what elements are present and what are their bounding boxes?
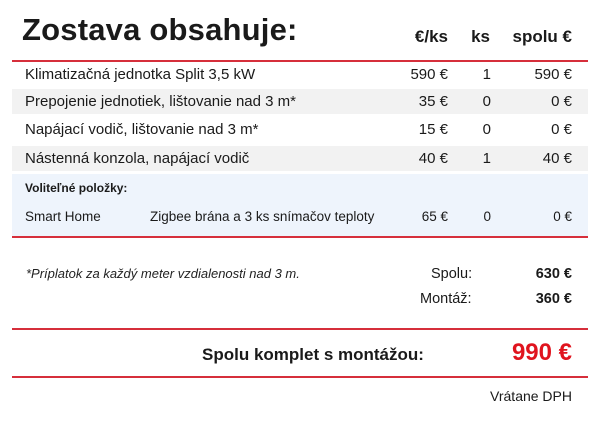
table-row xyxy=(12,117,588,142)
column-header-quantity: ks xyxy=(471,27,490,46)
item-total: 0 € xyxy=(551,121,572,138)
item-quantity: 0 xyxy=(482,121,491,138)
item-name: Klimatizačná jednotka Split 3,5 kW xyxy=(25,66,256,83)
divider-grand-bottom xyxy=(12,376,588,378)
table-row xyxy=(12,62,588,87)
optional-item-description: Zigbee brána a 3 ks snímačov teploty xyxy=(150,209,375,224)
summary-header xyxy=(0,0,600,60)
optional-item-total: 0 € xyxy=(553,209,572,224)
item-unit-price: 15 € xyxy=(418,121,448,138)
divider-grand-top xyxy=(12,328,588,330)
grand-total-value: 990 € xyxy=(511,339,572,366)
page-title: Zostava obsahuje: xyxy=(22,12,298,47)
item-quantity: 1 xyxy=(482,150,491,167)
installation-value: 360 € xyxy=(535,291,572,307)
item-unit-price: 590 € xyxy=(410,66,448,83)
optional-item-quantity: 0 xyxy=(483,209,491,224)
optional-item-name: Smart Home xyxy=(25,209,101,224)
installation-label: Montáž: xyxy=(420,291,472,307)
table-row xyxy=(12,89,588,114)
grand-total-label: Spolu komplet s montážou: xyxy=(202,345,424,364)
table-row xyxy=(12,146,588,171)
optional-items-title: Voliteľné položky: xyxy=(25,181,128,195)
item-quantity: 1 xyxy=(482,66,491,83)
divider-middle xyxy=(12,236,588,238)
column-header-total: spolu € xyxy=(512,27,572,46)
item-total: 40 € xyxy=(542,150,572,167)
column-header-price: €/ks xyxy=(414,27,448,46)
item-total: 590 € xyxy=(534,66,572,83)
surcharge-footnote: *Príplatok za každý meter vzdialenosti nad 3 m. xyxy=(26,266,300,281)
optional-items-section xyxy=(12,174,588,236)
item-unit-price: 35 € xyxy=(418,93,448,110)
item-quantity: 0 xyxy=(482,93,491,110)
item-name: Prepojenie jednotiek, lištovanie nad 3 m* xyxy=(25,93,297,110)
optional-item-unit-price: 65 € xyxy=(421,209,448,224)
item-unit-price: 40 € xyxy=(418,150,448,167)
vat-note: Vrátane DPH xyxy=(490,388,572,404)
subtotal-label: Spolu: xyxy=(431,266,473,282)
item-total: 0 € xyxy=(551,93,572,110)
item-name: Nástenná konzola, napájací vodič xyxy=(25,150,250,167)
item-name: Napájací vodič, lištovanie nad 3 m* xyxy=(25,121,259,138)
subtotal-value: 630 € xyxy=(535,266,572,282)
